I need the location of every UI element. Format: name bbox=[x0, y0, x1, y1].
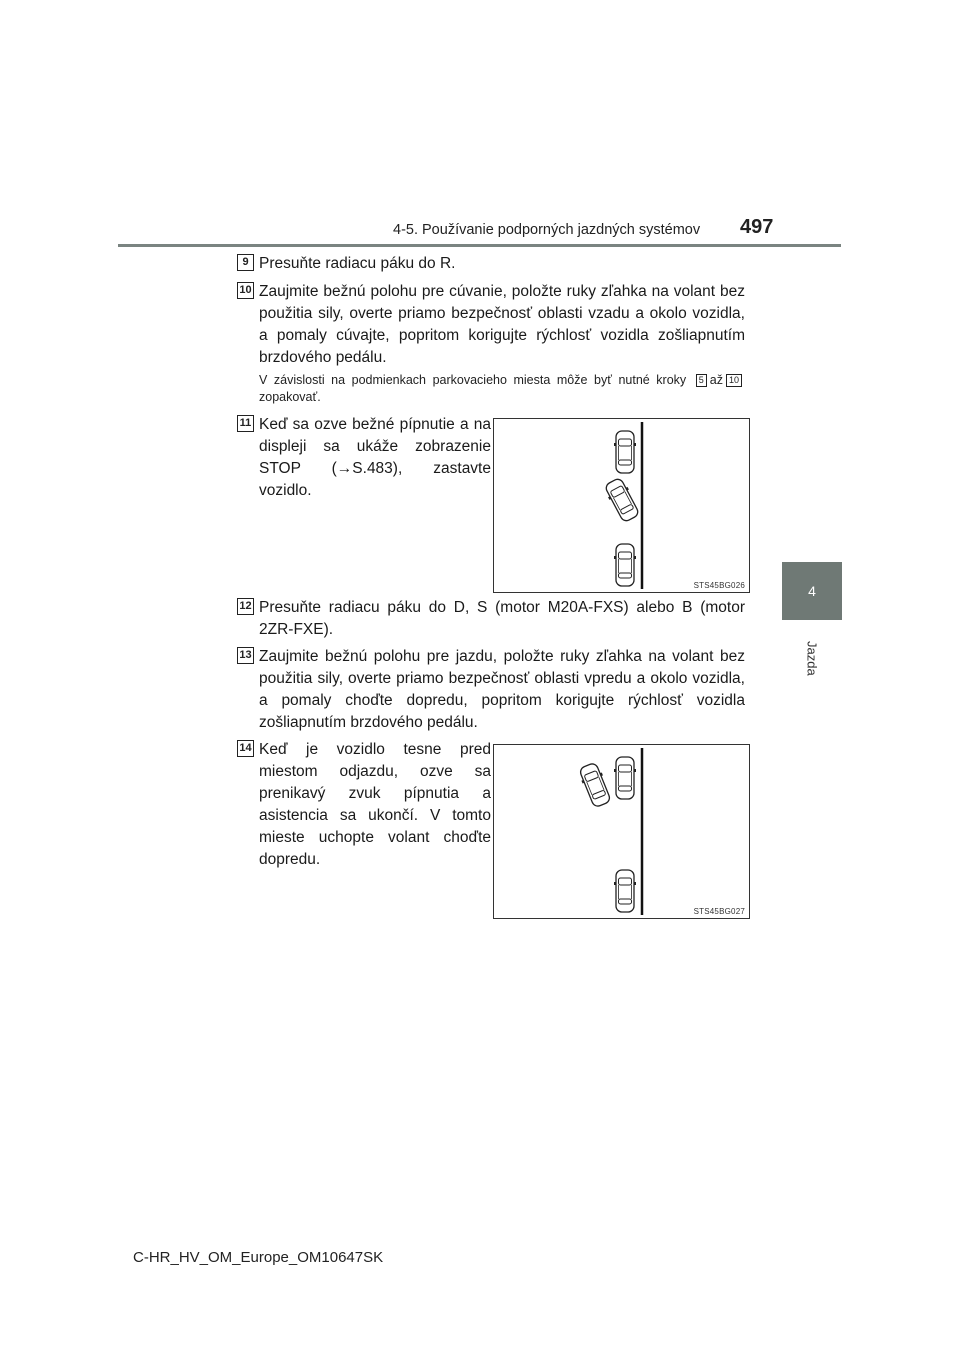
document-footer: C-HR_HV_OM_Europe_OM10647SK bbox=[133, 1249, 384, 1266]
step-text-13: Zaujmite bežnú polohu pre jazdu, položte ruky zľahka na volant bez použitia sily, overte priamo bezpečnosť oblasti vpredu a okolo vozidla, a pomaly choďte dopredu, popritom korigujte rýchlosť vozidla zošliapnutím brzdového pedálu. bbox=[259, 648, 745, 731]
figure-code-2: STS45BG027 bbox=[693, 907, 745, 916]
step-number-12: 12 bbox=[237, 598, 254, 615]
step-text-9: Presuňte radiacu páku do R. bbox=[259, 255, 456, 272]
parking-illustration-2 bbox=[494, 745, 749, 918]
section-title: 4-5. Používanie podporných jazdných systémov bbox=[393, 222, 701, 238]
figure-code-1: STS45BG026 bbox=[693, 581, 745, 590]
header-divider bbox=[118, 244, 841, 247]
note-text-after: zopakovať. bbox=[259, 390, 321, 404]
step-text-11: Keď sa ozve bežné pípnutie a na displeji sa ukáže zobrazenie STOP (→S.483), zastavte vozidlo. bbox=[259, 416, 491, 499]
parking-illustration-1 bbox=[494, 419, 749, 592]
note-ref-end: 10 bbox=[726, 374, 742, 387]
repeat-note bbox=[259, 372, 745, 406]
note-text-before: V závislosti na podmienkach parkovacieho miesta môže byť nutné kroky bbox=[259, 373, 687, 387]
step-number-10: 10 bbox=[237, 282, 254, 299]
step-number-13: 13 bbox=[237, 647, 254, 664]
chapter-label: Jazda bbox=[804, 640, 820, 676]
note-ref-start: 5 bbox=[696, 374, 707, 387]
chapter-number: 4 bbox=[808, 583, 816, 599]
page-number: 497 bbox=[740, 216, 774, 238]
chapter-tab bbox=[782, 562, 842, 620]
parking-diagram-1 bbox=[493, 418, 750, 593]
step-number-14: 14 bbox=[237, 740, 254, 757]
note-text-middle: až bbox=[709, 373, 723, 387]
parking-diagram-2 bbox=[493, 744, 750, 919]
step-number-11: 11 bbox=[237, 415, 254, 432]
step-text-10: Zaujmite bežnú polohu pre cúvanie, položte ruky zľahka na volant bez použitia sily, overte priamo bezpečnosť oblasti vzadu a okolo vozidla, a pomaly cúvajte, popritom korigujte rýchlosť vozidla zošliapnutím brzdového pedálu. bbox=[259, 283, 745, 366]
step-number-9: 9 bbox=[237, 254, 254, 271]
step-text-12: Presuňte radiacu páku do D, S (motor M20A-FXS) alebo B (motor 2ZR-FXE). bbox=[259, 599, 745, 638]
step-text-14: Keď je vozidlo tesne pred miestom odjazdu, ozve sa prenikavý zvuk pípnutia a asistencia sa ukončí. V tomto mieste uchopte volant choďte dopredu. bbox=[259, 741, 491, 868]
